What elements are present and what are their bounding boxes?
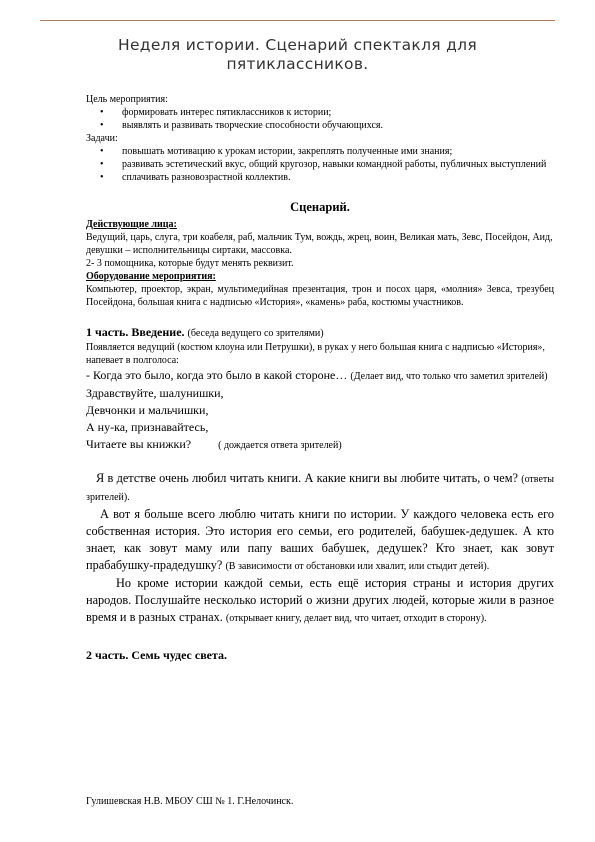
paragraph-2 <box>86 506 554 575</box>
poem-line: А ну-ка, признавайтесь, <box>86 420 209 434</box>
poem-last-text: Читаете вы книжки? <box>86 437 192 451</box>
goal-list <box>86 106 554 132</box>
list-item: • развивать эстетический вкус, общий кругозор, навыки командной работы, публичных выступлений <box>100 158 554 171</box>
list-item: • повышать мотивацию к урокам истории, закреплять полученные ими знания; <box>100 145 554 158</box>
paragraph-3-note: (открывает книгу, делает вид, что читает, отходит в сторону). <box>225 613 487 624</box>
tasks-list <box>86 145 554 184</box>
paragraph-1-note: (ответы зрителей). <box>86 474 554 503</box>
helpers-text: 2- 3 помощника, которые будут менять реквизит. <box>86 258 294 269</box>
part1-title: 1 часть. Введение. <box>86 325 185 339</box>
part1-heading <box>86 325 554 341</box>
header-divider <box>40 20 555 21</box>
part1-intro: Появляется ведущий (костюм клоуна или Петрушки), в руках у него большая книга с надписью «История», напевает в полголоса: <box>86 342 545 366</box>
paragraph-3 <box>86 575 554 627</box>
line1-text: - Когда это было, когда это было в какой стороне… <box>86 368 348 382</box>
characters-text: Ведущий, царь, слуга, три коабеля, раб, мальчик Тум, вождь, жрец, воин, Великая мать, Зевс, Посейдон, Аид, девушки – исполнительницы сиртаки, массовка. <box>86 232 553 256</box>
list-item: • сплачивать разновозрастной коллектив. <box>100 171 554 184</box>
page-footer: Гулишевская Н.В. МБОУ СШ № 1. Г.Нелочинск. <box>86 796 294 807</box>
document-body <box>86 93 554 662</box>
equipment-heading: Оборудование мероприятия: <box>86 271 216 282</box>
list-item: • формировать интерес пятиклассников к истории; <box>100 106 554 119</box>
tasks-heading: Задачи: <box>86 133 118 144</box>
poem-line-last <box>86 436 554 454</box>
poem-line: Девчонки и мальчишки, <box>86 403 209 417</box>
paragraph-2-text: А вот я больше всего люблю читать книги по истории. У каждого человека есть его собственная история. Это история его семьи, его родителей, бабушек-дедушек. А кто знает, как зовут маму или папу ваших бабушек, дедушек? Кто знает, как зовут прабабушку-прадедушку? <box>86 507 554 572</box>
line1 <box>86 367 554 385</box>
characters-heading: Действующие лица: <box>86 219 177 230</box>
document-title: Неделя истории. Сценарий спектакля для пятиклассников. <box>118 36 477 73</box>
poem-line: Здравствуйте, шалунишки, <box>86 386 224 400</box>
paragraph-1-text: Я в детстве очень любил читать книги. А какие книги вы любите читать, о чем? <box>96 471 518 485</box>
goal-heading: Цель мероприятия: <box>86 94 168 105</box>
list-item: • выявлять и развивать творческие способности обучающихся. <box>100 119 554 132</box>
equipment-text: Компьютер, проектор, экран, мультимедийная презентация, трон и посох царя, «молния» Зевса, трезубец Посейдона, большая книга с надписью «История», «камень» раба, костюмы участников. <box>86 284 554 308</box>
paragraph-1 <box>86 470 554 506</box>
line1-note: (Делает вид, что только что заметил зрителей) <box>350 371 548 382</box>
poem-last-note: ( дождается ответа зрителей) <box>218 440 342 451</box>
scenario-title: Сценарий. <box>290 200 350 214</box>
part2-title: 2 часть. Семь чудес света. <box>86 648 228 662</box>
paragraph-2-note: (В зависимости от обстановки или хвалит, или стыдит детей). <box>225 561 490 572</box>
paragraph-3-text: Но кроме истории каждой семьи, есть ещё история страны и история других народов. Послушайте несколько историй о жизни других людей, которые жили в разное время и в разных странах. <box>86 576 554 624</box>
part1-subtitle: (беседа ведущего со зрителями) <box>187 328 324 339</box>
